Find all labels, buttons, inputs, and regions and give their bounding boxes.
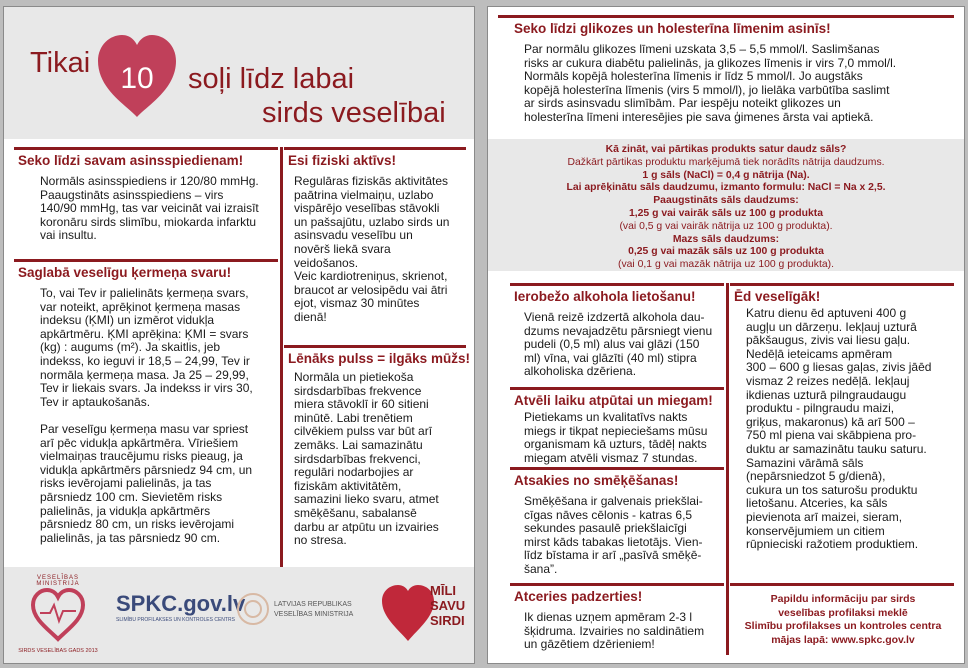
- salt-line: (vai 0,1 g vai mazāk nātrija uz 100 g produkta).: [617, 259, 834, 271]
- text-line: kopējā holesterīna līmenis (virs 5 mmol/l), jo lielāka varbūtība saslimt: [524, 82, 890, 97]
- ministry-heart-logo: VESELĪBAS MINISTRIJA SIRDS VESELĪBAS GADS 2013: [18, 575, 98, 654]
- text-line: lietošanu. Atceries, ka sāls: [746, 496, 888, 511]
- text-line: Katru dienu ēd aptuveni 400 g: [746, 306, 907, 320]
- salt-info-box: [488, 139, 964, 271]
- line-0: Normāls asinsspiediens ir 120/80 mmHg.: [40, 174, 259, 188]
- column-divider: [280, 147, 283, 567]
- text-line: ikdienas uzturā pilngraudaugu: [746, 387, 907, 402]
- text-line: (kg) : augums (m²). Ja skaitlis, jeb: [40, 340, 221, 355]
- text-line: novērš liekā svara: [294, 241, 391, 256]
- info-line: Papildu informāciju par sirds: [770, 593, 916, 605]
- section-text-activity: [294, 175, 470, 325]
- text-line: no stresa.: [294, 533, 347, 548]
- text-line: vispārējo veselības stāvokli: [294, 201, 440, 216]
- text-line: paātrina vielmaiņu, uzlabo: [294, 187, 434, 202]
- salt-line: Dažkārt pārtikas produktu marķējumā tiek norādīts nātrija daudzums.: [567, 156, 885, 168]
- text-line: 750 ml piena vai skābpiena pro-: [746, 428, 917, 443]
- section-head-hydration: Atceries padzerties!: [514, 589, 643, 604]
- coat-of-arms-icon: [236, 589, 270, 629]
- section-text-blood-pressure: Normāls asinsspiediens ir 120/80 mmHg. Paaugstināts asinsspiediens – virs 140/90 mmHg, tas var veicināt vai izraisīt koronāru sirds slimību, miokarda infarktu vai insultu.: [40, 175, 278, 243]
- text-line: asinsvadu veselību un: [294, 228, 413, 243]
- text-line: sekundes pasaulē priekšlaicīgi: [524, 521, 687, 536]
- text-line: pudeli (0,5 ml) alus vai glāzi (150: [524, 337, 700, 352]
- text-line: regulāri nodarbojies ar: [294, 465, 414, 480]
- salt-line: 0,25 g vai mazāk sāls uz 100 g produkta: [628, 246, 824, 258]
- text-line: vismaz 2 reizes nedēļā. Iekļauj: [746, 373, 910, 388]
- text-line: Tev ir liekais svars. Ja indekss ir virs 30,: [40, 381, 253, 396]
- spkc-logo: SPKC.gov.lv SLIMĪBU PROFILAKSES UN KONTROLES CENTRS: [116, 591, 246, 623]
- section-text-eating: [746, 307, 954, 552]
- section-head-alcohol: Ierobežo alkohola lietošanu!: [514, 289, 696, 304]
- text-line: pākšaugus, zivis vai liesu gaļu.: [746, 333, 911, 348]
- text-line: miegs ir tikpat nepieciešams mūsu: [524, 423, 708, 438]
- section-head-glucose: Seko līdzi glikozes un holesterīna līmenim asinīs!: [514, 21, 831, 36]
- text-line: cilvēkiem pulss var būt arī: [294, 424, 433, 439]
- text-line: risks ar cukura diabētu palielinās, ja glikozes līmenis ir virs 7,0 mmol/l.: [524, 55, 897, 70]
- salt-line: 1,25 g vai vairāk sāls uz 100 g produkta: [628, 208, 824, 219]
- text-line: pievienota arī maizei, sieram,: [746, 509, 903, 524]
- title-line-1: soļi līdz labai: [188, 63, 355, 95]
- title-line-2: sirds veselībai: [262, 97, 446, 129]
- text-line: dienā!: [294, 309, 327, 324]
- text-line: vielmaiņas traucējumu risks pieaug, ja: [40, 449, 243, 464]
- text-line: [40, 409, 278, 423]
- text-line: pārsniedz 100 cm. Sievietēm risks: [40, 489, 223, 504]
- salt-line: Lai aprēķinātu sāls daudzumu, izmanto formulu: NaCl = Na x 2,5.: [566, 182, 886, 194]
- text-line: Nedēļā ieteicams apmēram: [746, 346, 893, 361]
- title-banner: [4, 7, 474, 139]
- text-line: palielinās, ja vidukļa apkārtmērs: [40, 503, 211, 518]
- text-line: sirdsdarbības frekvence: [294, 383, 422, 398]
- text-line: samazini lieko svaru, atmet: [294, 492, 439, 507]
- text-line: darbu ar atpūtu un izvairies: [294, 519, 439, 534]
- text-line: smēķēšanu, sabalansē: [294, 505, 417, 520]
- text-line: cukura un tos saturošu produktu: [746, 482, 918, 497]
- text-line: indekss, ko ieguvi ir 18,5 – 24,99, Tev ir: [40, 353, 250, 368]
- text-line: šana”.: [524, 561, 558, 576]
- text-line: līdz bīstama ir arī „pasīvā smēķē-: [524, 548, 702, 563]
- text-line: Normāls kopējā holesterīna līmenis ir līdz 5 mmol/l. Jo augstāks: [524, 69, 863, 84]
- column-divider: [726, 283, 729, 655]
- info-line: Slimību profilakses un kontroles centra: [744, 620, 942, 632]
- right-page: [487, 6, 965, 664]
- text-line: produktu - pilngraudu maizi,: [746, 401, 895, 416]
- text-line: Normāla un pietiekoša: [294, 370, 414, 384]
- text-line: dzums nevajadzētu pārsniegt vienu: [524, 323, 713, 338]
- text-line: 300 – 600 g liesas gaļas, zivis jāēd: [746, 360, 932, 375]
- text-line: šķidruma. Izvairies no saldinātiem: [524, 623, 705, 638]
- heart-icon: [96, 33, 178, 119]
- section-text-glucose: [524, 43, 954, 125]
- salt-line: Kā zināt, vai pārtikas produkts satur daudz sāls?: [605, 144, 847, 155]
- salt-line: Paaugstināts sāls daudzums:: [653, 195, 799, 207]
- section-head-blood-pressure: Seko līdzi savam asinsspiedienam!: [18, 153, 244, 168]
- text-line: minūtē. Labi trenētiem: [294, 410, 413, 425]
- text-line: var noteikt, aprēķinot ķermeņa masas: [40, 299, 241, 314]
- text-line: veidošanos.: [294, 255, 359, 270]
- section-head-sleep: Atvēli laiku atpūtai un miegam!: [514, 393, 713, 408]
- logo-footer: VESELĪBAS MINISTRIJA SIRDS VESELĪBAS GADS 2013 SPKC.gov.lv SLIMĪBU PROFILAKSES UN KONTROLES CENTRS LATVIJAS REPUBLIKAS VESELĪBAS MINISTRIJA MĪLI SAVU SIRDI: [4, 567, 474, 664]
- title-word-only: Tikai: [30, 47, 91, 79]
- text-line: indeksu (ĶMI) un izmērot vidukļa: [40, 313, 215, 328]
- text-line: Tev ir aptaukošanās.: [40, 394, 151, 409]
- text-line: Veic kardiotreniņus, skrienot,: [294, 269, 448, 284]
- text-line: miegam atvēli vismaz 7 stundas.: [524, 450, 698, 465]
- text-line: Smēķēšana ir galvenais priekšlai-: [524, 494, 703, 508]
- text-line: pārsniedz 80 cm, un risks ievērojami: [40, 517, 235, 532]
- text-line: mirst kāds tabakas lietotājs. Vien-: [524, 534, 703, 549]
- section-head-eating: Ēd veselīgāk!: [734, 289, 821, 304]
- red-heart-icon: [380, 583, 436, 643]
- text-line: braucot ar velosipēdu vai ātri: [294, 282, 448, 297]
- text-line: risks ievērojami palielinās, ja tas: [40, 476, 212, 491]
- section-text-alcohol: [524, 311, 724, 379]
- text-line: normāla ķermeņa masa. Ja 25 – 29,99,: [40, 367, 249, 382]
- text-line: un gāzētiem dzērieniem!: [524, 637, 655, 652]
- text-line: ejot, vismaz 30 minūtes: [294, 296, 420, 311]
- text-line: miera stāvoklī ir 60 sitieni: [294, 397, 429, 412]
- text-line: un pašsajūtu, uzlabo sirds un: [294, 214, 450, 229]
- text-line: Pietiekams un kvalitatīvs nakts: [524, 410, 688, 424]
- section-text-weight: [40, 287, 278, 545]
- info-line: veselības profilaksi meklē: [778, 606, 908, 619]
- text-line: zemāks. Lai samazinātu: [294, 437, 423, 452]
- text-line: palielinās, ja tas pārsniedz 90 cm.: [40, 530, 221, 545]
- text-line: organismam kā uzturs, tādēļ nakts: [524, 437, 707, 452]
- text-line: Vienā reizē izdzertā alkohola dau-: [524, 310, 705, 324]
- mili-savu-sirdi-logo: MĪLI SAVU SIRDI: [380, 577, 470, 649]
- text-line: ar sirds asinsvadu slimībām. Par iespēju noteikt glikozes un: [524, 96, 841, 111]
- text-line: arī pēc vidukļa apkārtmēra. Vīriešiem: [40, 435, 239, 450]
- section-head-activity: Esi fiziski aktīvs!: [288, 153, 397, 168]
- text-line: augļu un dārzeņu. Iekļauj uzturā: [746, 319, 917, 334]
- salt-line: 1 g sāls (NaCl) = 0,4 g nātrija (Na).: [642, 169, 810, 181]
- text-line: apkārtmēru. ĶMI aprēķina: ĶMI = svars: [40, 326, 249, 341]
- section-head-smoking: Atsakies no smēķēšanas!: [514, 473, 679, 488]
- section-head-pulse: Lēnāks pulss = ilgāks mūžs!: [288, 351, 470, 366]
- section-text-pulse: [294, 371, 470, 548]
- text-line: (nepārsniedzot 5 g/dienā),: [746, 469, 886, 484]
- text-line: rūpnieciski ražotiem produktiem.: [746, 537, 919, 552]
- text-line: holesterīna līmeni interesējies pie sava ģimenes ārsta vai aptiekā.: [524, 109, 874, 124]
- section-text-hydration: [524, 611, 724, 652]
- text-line: fiziskām aktivitātēm,: [294, 478, 402, 493]
- text-line: Samazini vārāmā sāls: [746, 455, 864, 470]
- title-number: 10: [120, 62, 154, 95]
- left-page: [3, 6, 475, 664]
- section-text-sleep: [524, 411, 724, 465]
- text-line: To, vai Tev ir palielināts ķermeņa svars,: [40, 286, 249, 300]
- text-line: ml) vīna, vai glāzīti (40 ml) stipra: [524, 350, 697, 365]
- text-line: Par veselīgu ķermeņa masu var spriest: [40, 421, 249, 436]
- heart-logo-icon: [30, 587, 86, 643]
- text-line: Ik dienas uzņem apmēram 2-3 l: [524, 610, 693, 624]
- section-head-weight: Saglabā veselīgu ķermeņa svaru!: [18, 265, 232, 280]
- text-line: cīgas nāves cēlonis - katras 6,5: [524, 507, 693, 522]
- section-text-smoking: [524, 495, 724, 577]
- text-line: griķus, makaronus) kā arī 500 –: [746, 414, 915, 429]
- text-line: alkoholiska dzēriena.: [524, 364, 637, 379]
- salt-line: Mazs sāls daudzums:: [672, 233, 780, 245]
- text-line: duktu ar samazinātu tauku saturu.: [746, 441, 927, 456]
- salt-line: (vai 0,5 g vai vairāk nātrija uz 100 g produkta).: [619, 220, 833, 232]
- text-line: Par normālu glikozes līmeni uzskata 3,5 – 5,5 mmol/l. Saslimšanas: [524, 42, 880, 56]
- text-line: vidukļa apkārtmērs pārsniedz 94 cm, un: [40, 462, 253, 477]
- text-line: sirdsdarbības frekvenci,: [294, 451, 421, 466]
- text-line: konservējumiem un citiem: [746, 523, 885, 538]
- info-line: mājas lapā: www.spkc.gov.lv: [771, 633, 915, 646]
- text-line: Regulāras fiziskās aktivitātes: [294, 174, 449, 188]
